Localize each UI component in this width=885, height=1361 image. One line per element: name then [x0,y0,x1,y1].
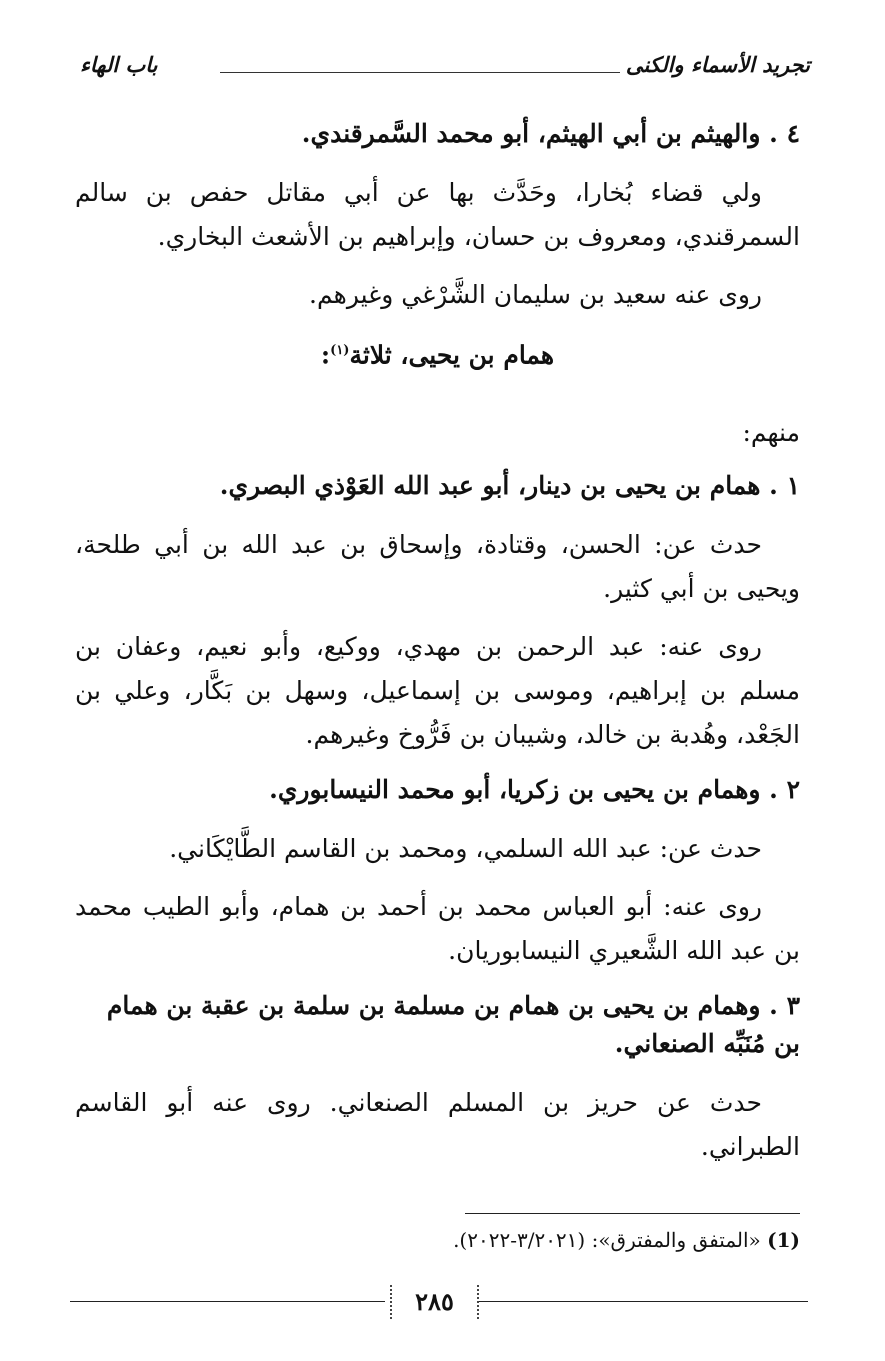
header-rule [220,72,620,73]
entry-3-heading: ٣ . وهمام بن يحيى بن همام بن مسلمة بن سلمة بن عقبة بن همام بن مُنَبِّه الصنعاني. [106,991,800,1059]
bottom-rule-left [70,1301,385,1302]
running-header [80,52,810,92]
entry-2-paragraph-1: حدث عن: عبد الله السلمي، ومحمد بن القاسم الطَّايْكَاني. [169,834,762,864]
intro-text: منهم: [742,418,800,448]
footnote-rule [465,1213,800,1214]
entry-4-heading: ٤ . والهيثم بن أبي الهيثم، أبو محمد السَّمرقندي. [301,119,800,148]
entry-1-paragraph-2: روى عنه: عبد الرحمن بن مهدي، ووكيع، وأبو نعيم، وعفان بن مسلم بن إبراهيم، وموسى بن إسماعيل، وسهل بن بَكَّار، وعلي بن الجَعْد، وهُدبة بن خالد، وشيبان بن فَرُّوخ وغيرهم. [75,632,800,750]
entry-1-heading: ١ . همام بن يحيى بن دينار، أبو عبد الله العَوْذي البصري. [219,471,800,501]
footnote-number: (1) [767,1228,800,1252]
section-title-suffix: : [320,340,331,370]
header-chapter: باب الهاء [80,52,158,77]
section-title-text: همام بن يحيى، ثلاثة [349,340,555,370]
page-number: ٢٨٥ [390,1285,479,1319]
entry-2-heading: ٢ . وهمام بن يحيى بن زكريا، أبو محمد النيسابوري. [269,775,800,805]
entry-1-paragraph-1: حدث عن: الحسن، وقتادة، وإسحاق بن عبد الله بن أبي طلحة، ويحيى بن أبي كثير. [75,530,800,604]
entry-4-paragraph-2: روى عنه سعيد بن سليمان الشَّرْغي وغيرهم. [309,280,762,309]
main-text [75,115,800,1183]
entry-2-paragraph-2: روى عنه: أبو العباس محمد بن أحمد بن همام، وأبو الطيب محمد بن عبد الله الشَّعيري النيسابوريان. [75,892,800,966]
footnote-reference[interactable]: (١) [330,343,350,358]
section-title [75,331,800,375]
header-book-title: تجريد الأسماء والكنى [625,52,810,77]
entry-4-paragraph-1: ولي قضاء بُخارا، وحَدَّث بها عن أبي مقاتل حفص بن سالم السمرقندي، ومعروف بن حسان، وإبراهيم بن الأشعث البخاري. [75,178,800,251]
footnote-text: «المتفق والمفترق»: (٣/٢٠٢١-٢٠٢٢). [453,1228,761,1252]
bottom-rule-right [478,1301,808,1302]
footnote [453,1225,800,1255]
entry-3-paragraph-1: حدث عن حريز بن المسلم الصنعاني. روى عنه أبو القاسم الطبراني. [75,1088,800,1162]
